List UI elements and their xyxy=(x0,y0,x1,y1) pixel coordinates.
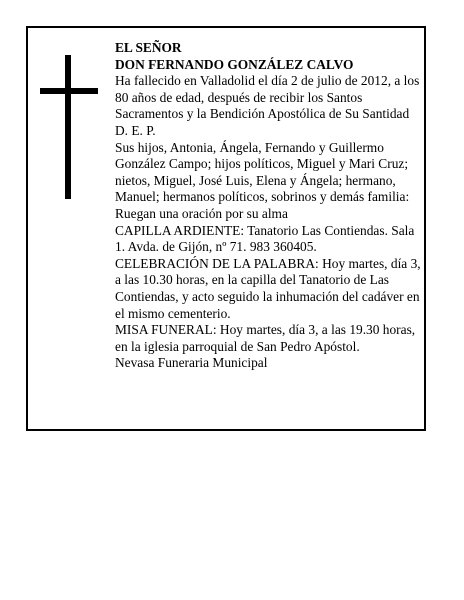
prayer-request: Ruegan una oración por su alma xyxy=(115,205,288,221)
notice-heading-title: EL SEÑOR xyxy=(115,40,182,55)
chapel-info: CAPILLA ARDIENTE: Tanatorio Las Contiendas. Sala 1. Avda. de Gijón, nº 71. 983 360405. xyxy=(115,222,415,255)
notice-heading-name: DON FERNANDO GONZÁLEZ CALVO xyxy=(115,56,354,72)
death-announcement: Ha fallecido en Valladolid el día 2 de julio de 2012, a los 80 años de edad, después de recibir los Santos Sacramentos y la Bendición Apostólica de Su Santidad D. E. P. xyxy=(115,73,420,138)
family-list: Sus hijos, Antonia, Ángela, Fernando y Guillermo González Campo; hijos políticos, Miguel y Mari Cruz; nietos, Miguel, José Luis, Elena y Ángela; hermano, Manuel; hermanos políticos, sobrinos y demás familia: xyxy=(115,139,410,205)
notice-text xyxy=(115,40,423,372)
cross-icon xyxy=(40,55,98,199)
cross-horizontal-bar xyxy=(40,88,98,94)
cross-vertical-bar xyxy=(65,55,71,199)
celebration-info: CELEBRACIÓN DE LA PALABRA: Hoy martes, día 3, a las 10.30 horas, en la capilla del Tanatorio de Las Contiendas, y acto seguido la inhumación del cadáver en el mismo cementerio. xyxy=(115,255,421,321)
funeral-mass-info: MISA FUNERAL: Hoy martes, día 3, a las 19.30 horas, en la iglesia parroquial de San Pedro Apóstol. xyxy=(115,322,416,354)
obituary-notice xyxy=(26,26,426,431)
funeral-home: Nevasa Funeraria Municipal xyxy=(115,355,268,371)
